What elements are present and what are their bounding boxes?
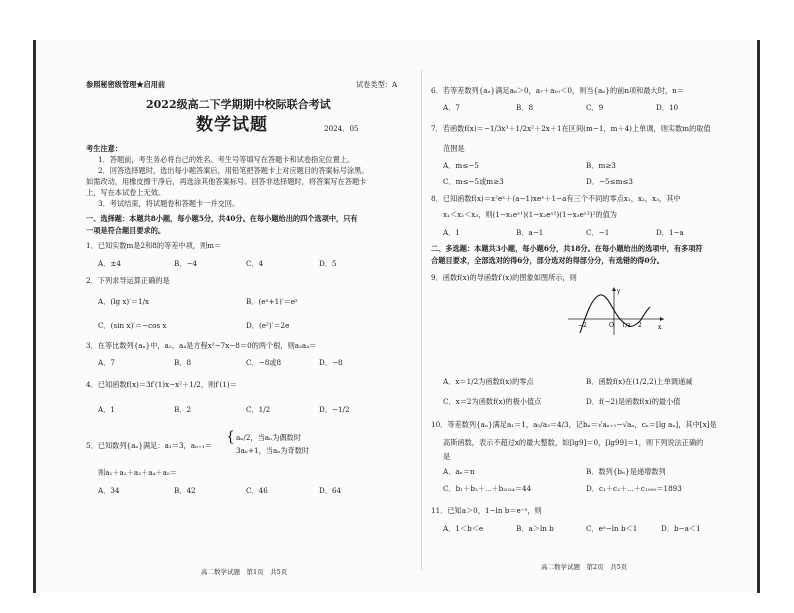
q6-option-d: D．10 bbox=[656, 103, 679, 112]
question-2: 2．下列求导运算正确的是 bbox=[86, 276, 170, 285]
q5-expression: 则a₁＋a₂＋a₃＋a₄＋a₅＝ bbox=[98, 468, 177, 477]
q2-option-b: B．(eˣ+1)′＝eˣ bbox=[246, 297, 299, 306]
q11-option-c: C．eᵃ−ln b＜1 bbox=[586, 524, 638, 533]
q11-option-b: B．a＞ln b bbox=[516, 524, 554, 533]
question-5: 5．已知数列{aₙ}满足：a₁＝3，aₙ₊₁＝ bbox=[86, 441, 212, 450]
section1-heading-a: 一、选择题：本题共8小题，每小题5分，共40分。在每小题给出的四个选项中，只有 bbox=[86, 214, 358, 223]
notice-2a: 2．回答选择题时，选出每小题答案后，用铅笔把答题卡上对应题目的答案标号涂黑。 bbox=[98, 166, 369, 175]
q10-option-a: A．aₙ＝n bbox=[443, 467, 475, 476]
question-11: 11．已知a＞0，1−ln b＝e⁻ᵃ，则 bbox=[431, 506, 542, 515]
q5-option-a: A．34 bbox=[98, 486, 120, 495]
section2-heading-a: 二、多选题：本题共3小题，每小题6分，共18分。在每小题给出的选项中，有多项符 bbox=[431, 244, 703, 253]
subject-title: 数学试题 bbox=[196, 115, 268, 135]
paper-type: 试卷类型：A bbox=[356, 80, 398, 89]
question-7: 7．若函数f(x)＝−1/3x³＋1/2x²＋2x＋1在区间(m−1，m＋4)上单调，则实数m的取值 bbox=[431, 124, 711, 133]
q1-option-a: A．±4 bbox=[98, 259, 121, 268]
q9-option-d: D．f(−2)是函数f(x)的最小值 bbox=[586, 397, 681, 406]
graph-y-label: y bbox=[617, 288, 621, 295]
derivative-graph bbox=[566, 285, 666, 337]
q1-option-d: D．5 bbox=[319, 259, 337, 268]
q4-option-d: D．−1/2 bbox=[319, 405, 350, 414]
q3-option-b: B．8 bbox=[174, 358, 192, 367]
q9-option-b: B．函数f(x)在(1/2,2)上单调递减 bbox=[586, 377, 693, 386]
q9-option-a: A．x＝1/2为函数f(x)的零点 bbox=[443, 377, 534, 386]
notice-heading: 考生注意： bbox=[86, 144, 122, 153]
left-column bbox=[86, 40, 406, 593]
q8-cont: x₁＜x₂＜x₃，则(1−x₁eˣ¹)(1−x₂eˣ²)(1−x₃eˣ³)²的值为 bbox=[443, 210, 617, 219]
q1-option-b: B．−4 bbox=[174, 259, 198, 268]
q5-option-c: C．46 bbox=[246, 486, 268, 495]
column-divider bbox=[421, 70, 422, 570]
question-8: 8．已知函数f(x)＝x²eˣ＋(a−1)xeˣ＋1−a有三个不同的零点x₁，x₂，x₃，其中 bbox=[431, 194, 681, 203]
question-1: 1．已知实数m是2和8的等差中项，则m＝ bbox=[86, 241, 222, 250]
q7-option-c: C．m≤−5或m≥3 bbox=[443, 177, 504, 186]
q7-option-a: A．m≤−5 bbox=[443, 161, 479, 170]
q7-option-d: D．−5≤m≤3 bbox=[586, 177, 633, 186]
q3-option-a: A．7 bbox=[98, 358, 115, 367]
q10-cont-1: 高斯函数，表示不超过x的最大整数，如[lg9]＝0，[lg99]＝1，则下列说法正确的 bbox=[443, 438, 704, 447]
q10-option-d: D．c₁＋c₂＋⋯＋c₁₀₀₀＝1893 bbox=[586, 484, 682, 493]
question-3: 3．在等比数列{aₙ}中，a₂，a₄是方程x²−7x−8＝0的两个根，则a₂a₄＝ bbox=[86, 341, 317, 350]
question-10: 10．等差数列{aₙ}满足a₁＝1，a₅/a₃＝4/3，记bₙ＝√aₙ₊₁−√aₙ，cₙ＝[lg aₙ]，其中[x]是 bbox=[431, 420, 717, 429]
notice-3: 3．考试结束，将试题卷和答题卡一并交回。 bbox=[98, 199, 240, 208]
right-footer: 高二数学试题 第2页 共5页 bbox=[541, 563, 628, 571]
secret-label: 参照秘密级管理★启用前 bbox=[86, 80, 166, 89]
graph-label-origin: O bbox=[609, 322, 614, 329]
q5-case-odd: 3aₙ+1，当aₙ为奇数时 bbox=[236, 446, 310, 455]
graph-label-neg2: −2 bbox=[578, 322, 587, 329]
graph-y-arrow bbox=[612, 287, 616, 291]
notice-1: 1．答题前，考生务必将自己的姓名、考生号等填写在答题卡和试卷指定位置上。 bbox=[98, 155, 355, 164]
q5-case-even: aₙ/2，当aₙ为偶数时 bbox=[236, 433, 301, 442]
question-9: 9．函数f(x)的导函数f′(x)的图象如图所示，则 bbox=[431, 273, 577, 282]
q11-option-d: D．b−a＜1 bbox=[661, 524, 701, 533]
q6-option-a: A．7 bbox=[443, 103, 460, 112]
q1-option-c: C．4 bbox=[246, 259, 264, 268]
q5-option-d: D．64 bbox=[319, 486, 342, 495]
exam-sheet bbox=[33, 40, 760, 593]
graph-x-label: x bbox=[658, 324, 662, 331]
q2-option-a: A．(lg x)′＝1/x bbox=[98, 297, 150, 306]
q4-option-a: A．1 bbox=[98, 405, 115, 414]
q3-option-d: D．−8 bbox=[319, 358, 343, 367]
q10-option-b: B．数列{bₙ}是递增数列 bbox=[586, 467, 666, 476]
question-6: 6．若等差数列{aₙ}满足a₈＞0，a₇＋a₁₀＜0，则当{aₙ}的前n项和最大时，n＝ bbox=[431, 86, 684, 95]
q2-option-d: D．(e²)′＝2e bbox=[246, 321, 290, 330]
q8-option-c: C．−1 bbox=[586, 228, 610, 237]
graph-label-half: 1/2 bbox=[622, 323, 631, 329]
graph-x-arrow bbox=[660, 317, 664, 321]
q7-cont: 范围是 bbox=[443, 144, 465, 153]
notice-2c: 上，写在本试卷上无效。 bbox=[86, 188, 166, 197]
q2-option-c: C．(sin x)′＝−cos x bbox=[98, 321, 167, 330]
q8-option-d: D．1−a bbox=[656, 228, 684, 237]
q10-cont-2: 是 bbox=[443, 452, 451, 461]
notice-2b: 如需改动，用橡皮擦干净后，再选涂其他答案标号。回答非选择题时，将答案写在答题卡 bbox=[86, 177, 367, 186]
exam-title: 2022级高二下学期期中校际联合考试 bbox=[146, 98, 331, 111]
exam-date: 2024．05 bbox=[324, 124, 359, 133]
q6-option-c: C．9 bbox=[586, 103, 604, 112]
q3-option-c: C．−8或8 bbox=[246, 358, 282, 367]
q5-option-b: B．42 bbox=[174, 486, 196, 495]
q6-option-b: B．8 bbox=[516, 103, 534, 112]
q7-option-b: B．m≥3 bbox=[586, 161, 616, 170]
right-column bbox=[431, 40, 736, 593]
graph-label-2: 2 bbox=[638, 322, 642, 329]
q10-option-c: C．b₁＋b₂＋⋯＋b₂₀₂₄＝44 bbox=[443, 484, 532, 493]
q4-option-b: B．2 bbox=[174, 405, 192, 414]
section1-heading-b: 一项是符合题目要求的。 bbox=[86, 226, 166, 235]
left-footer: 高二数学试题 第1页 共5页 bbox=[201, 568, 288, 576]
question-4: 4．已知函数f(x)＝3f′(1)x−x²＋1/2，则f′(1)＝ bbox=[86, 380, 237, 389]
q8-option-a: A．1 bbox=[443, 228, 460, 237]
section2-heading-b: 合题目要求，全部选对的得6分，部分选对的得部分分，有选错的得0分。 bbox=[431, 256, 664, 265]
q8-option-b: B．a−1 bbox=[516, 228, 544, 237]
q11-option-a: A．1＜b＜e bbox=[443, 524, 484, 533]
q9-option-c: C．x＝2为函数f(x)的极小值点 bbox=[443, 397, 542, 406]
q5-brace: { bbox=[226, 429, 235, 445]
q4-option-c: C．1/2 bbox=[246, 405, 271, 414]
